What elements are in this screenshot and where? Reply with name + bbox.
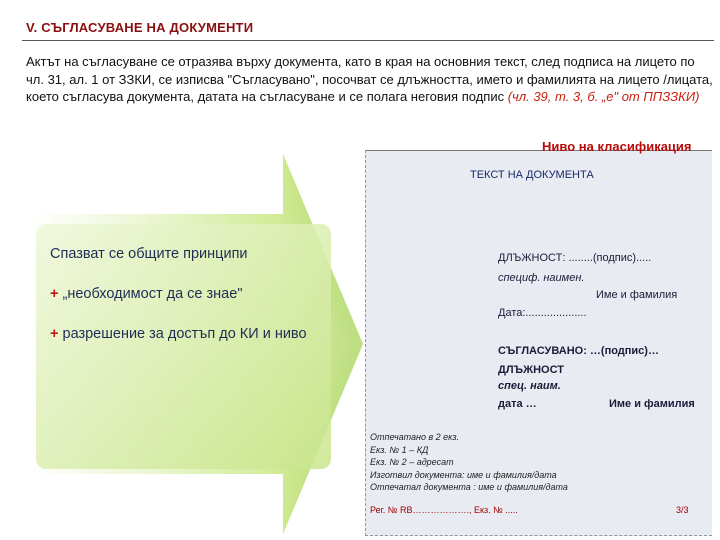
copy-one-text: Екз. № 1 – КД xyxy=(370,444,429,455)
printed-copies-text: Отпечатано в 2 екз. xyxy=(370,432,460,442)
classification-level-label: Ниво на класификация xyxy=(542,139,692,154)
arrow-content xyxy=(50,245,320,365)
print-info-block xyxy=(370,431,568,494)
need-to-know-text: „необходимост да се знае" xyxy=(62,286,243,302)
agreed-signature-line: СЪГЛАСУВАНО: …(подпис)… xyxy=(498,345,659,357)
intro-paragraph xyxy=(26,53,716,106)
printed-by-text: Отпечатал документа : име и фамилия/дата xyxy=(370,482,568,492)
copy-two-text: Екз. № 2 – адресат xyxy=(370,457,454,467)
page-number-text: 3/3 xyxy=(676,505,689,515)
prepared-by-text: Изготвил документа: име и фамилия/дата xyxy=(370,469,557,480)
need-to-know-item xyxy=(50,285,320,303)
intro-text: Актът на съгласуване се отразява върху документа, като в края на основния текст, след подписа на лицето по чл. 31, ал. 1 от ЗЗКИ, се изписва "Съгласувано", посочват се длъжността, името и фамилията на лицето /лицата, което съгласува документа, датата на съгласуване и се полага неговия подпис xyxy=(26,54,713,104)
access-permission-text: разрешение за достъп до КИ и ниво xyxy=(62,326,307,342)
agreed-date-label: дата … xyxy=(498,398,537,410)
registry-number-text: Рег. № RB………………., Екз. № ..... xyxy=(370,505,518,515)
name-surname-label: Име и фамилия xyxy=(596,289,678,301)
page-title: V. СЪГЛАСУВАНЕ НА ДОКУМЕНТИ xyxy=(26,20,254,35)
access-permission-item xyxy=(50,325,320,343)
agreed-position-label: ДЛЪЖНОСТ xyxy=(498,364,564,376)
plus-icon: + xyxy=(50,286,59,302)
intro-reference: (чл. 39, т. 3, б. „е" от ППЗЗКИ) xyxy=(507,89,700,104)
plus-icon: + xyxy=(50,326,59,342)
general-principles-text: Спазват се общите принципи xyxy=(50,246,248,262)
agreed-name-surname-label: Име и фамилия xyxy=(609,398,695,410)
title-divider xyxy=(22,40,714,41)
position-signature-line: ДЛЪЖНОСТ: ........(подпис)..... xyxy=(498,252,652,264)
date-line: Дата:.................... xyxy=(498,307,587,319)
spec-name-label: специф. наимен. xyxy=(498,272,585,284)
document-body-placeholder: ТЕКСТ НА ДОКУМЕНТА xyxy=(470,169,594,181)
agreed-spec-name-label: спец. наим. xyxy=(498,380,561,392)
